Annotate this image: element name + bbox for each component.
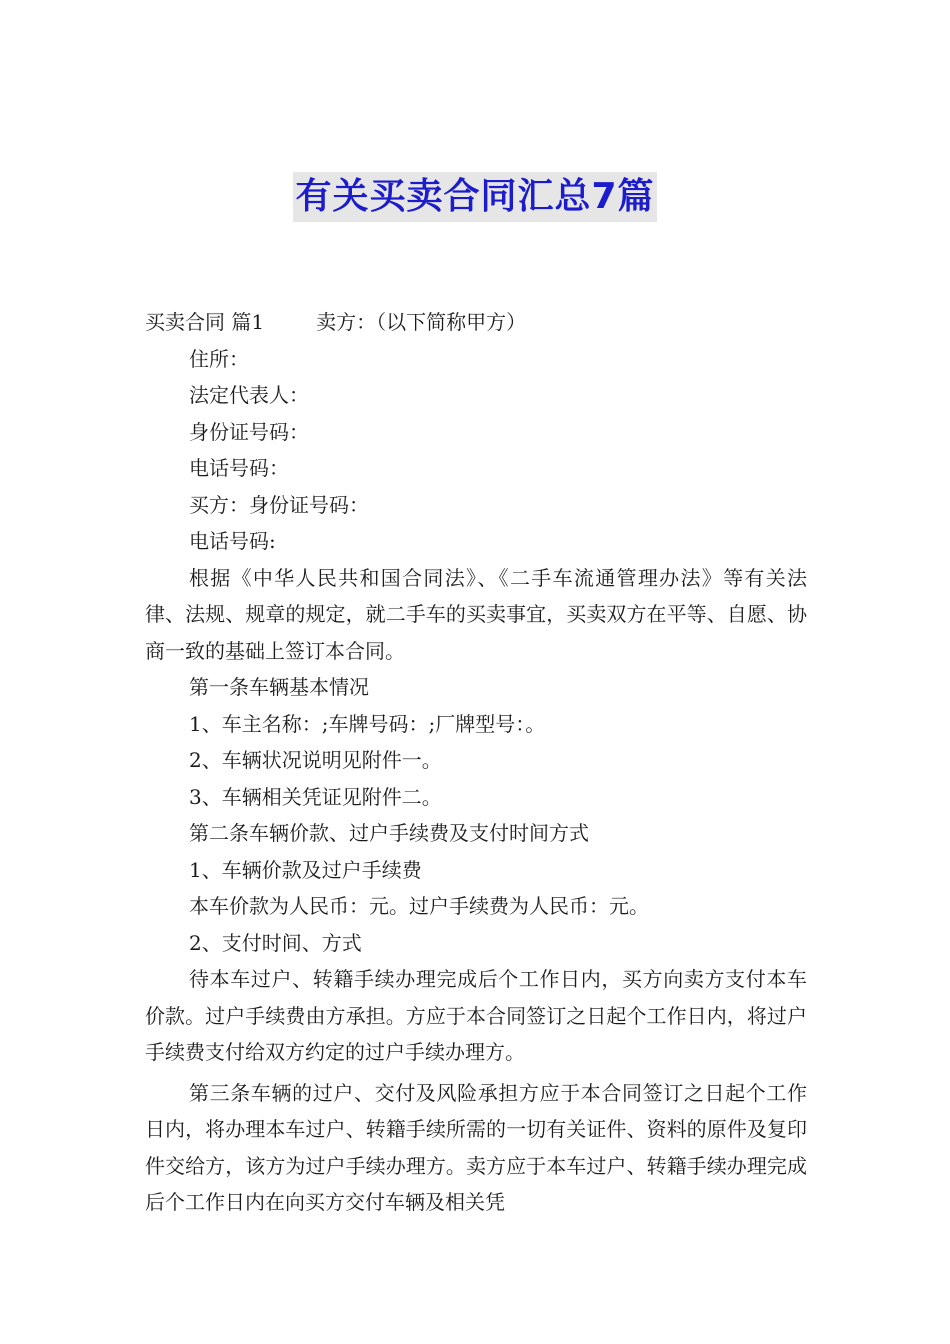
article-1-item-3: 3、车辆相关凭证见附件二。 (189, 784, 442, 809)
paragraph-buyer-phone: 电话号码: (189, 529, 276, 553)
article-2-payment: 待本车过户、转籍手续办理完成后个工作日内，买方向卖方支付本车价款。过户手续费由方承担。方应于本合同签订之日起个工作日内，将过户手续费支付给双方约定的过户手续办理方。 (145, 967, 807, 1064)
first-line (145, 304, 807, 341)
article-2-heading: 第二条车辆价款、过户手续费及支付时间方式 (189, 821, 589, 845)
article-2-item-1: 1、车辆价款及过户手续费 (189, 857, 422, 882)
paragraph-address: 住所： (189, 346, 249, 371)
article-2-item-2: 2、支付时间、方式 (189, 930, 362, 955)
document-title: 有关买卖合同汇总7篇 (293, 172, 656, 222)
article-1-item-1: 1、车主名称：;车牌号码：;厂牌型号：。 (189, 711, 546, 736)
article-1-item-2: 2、车辆状况说明见附件一。 (189, 748, 442, 772)
article-2-price: 本车价款为人民币：元。过户手续费为人民币：元。 (189, 894, 649, 918)
document-body (145, 304, 807, 1221)
paragraph-basis: 根据《中华人民共和国合同法》、《二手车流通管理办法》等有关法律、法规、规章的规定，就二手车的买卖事宜，买卖双方在平等、自愿、协商一致的基础上签订本合同。 (145, 565, 807, 663)
paragraph-phone: 电话号码： (189, 456, 289, 480)
article-1-heading: 第一条车辆基本情况 (189, 675, 369, 699)
paragraph-buyer: 买方：身份证号码： (189, 492, 369, 517)
paragraph-id-number: 身份证号码： (189, 419, 309, 444)
article-3-body: 第三条车辆的过户、交付及风险承担方应于本合同签订之日起个工作日内，将办理本车过户、转籍手续所需的一切有关证件、资料的原件及复印件交给方，该方为过户手续办理方。卖方应于本车过户、转籍手续办理完成后个工作日内在向买方交付车辆及相关凭 (145, 1080, 807, 1214)
title-container (0, 172, 950, 222)
section-label: 买卖合同 篇1 (145, 310, 265, 334)
paragraph-legal-rep: 法定代表人： (189, 383, 309, 407)
seller-line: 卖方：（以下简称甲方） (316, 310, 527, 334)
